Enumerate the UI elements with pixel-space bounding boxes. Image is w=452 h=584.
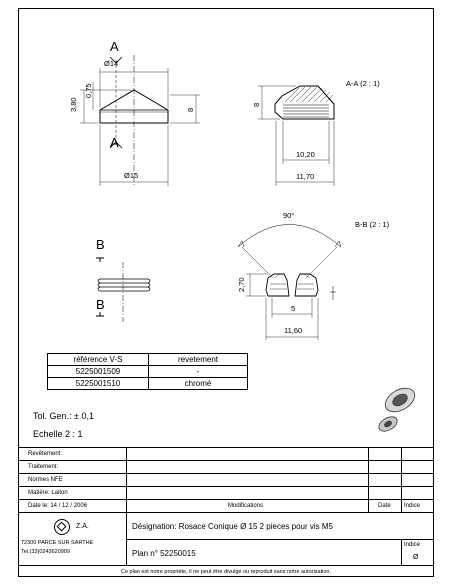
- dim-height-right: 8: [186, 107, 195, 112]
- dim-dia-bottom: Ø15: [124, 171, 139, 180]
- company-logo: [54, 519, 70, 535]
- company-phone: Tel.(33)0243620909: [21, 549, 70, 555]
- header-reference: référence V-S: [48, 354, 149, 366]
- reference-table-header: [48, 354, 248, 366]
- dim-bb-height: 2,70: [237, 277, 246, 292]
- plan-number: Plan n° 52250015: [132, 549, 196, 558]
- dim-dia-top: Ø14: [104, 59, 119, 68]
- row-matiere: [18, 486, 434, 499]
- company-address: 72300 PARCE SUR SARTHE: [21, 540, 94, 546]
- dim-height-total: 3,80: [69, 97, 78, 112]
- section-marker-a-top: A: [110, 39, 119, 54]
- section-aa-title: A-A (2 : 1): [346, 79, 380, 88]
- table-row: [48, 366, 248, 378]
- dim-aa-outer: 11,70: [296, 172, 315, 181]
- designation: Désignation: Rosace Conique Ø 15 2 pieces pour vis M5: [132, 522, 333, 531]
- footer-notice: Ce plan est notre propriéte, il ne peut être divulgé ou reproduit sans notre autorisation.: [120, 569, 332, 575]
- table-row: [48, 378, 248, 390]
- label-date: Date le: 14 / 12 / 2006: [28, 503, 88, 509]
- cell-revetement: -: [149, 366, 248, 378]
- scale-label: Echelle 2 : 1: [33, 429, 83, 439]
- section-marker-b-top: B: [96, 237, 105, 252]
- dim-height-cone: 0,75: [84, 83, 93, 98]
- company-name: Z.A.: [76, 523, 89, 530]
- label-revetement: Revêtement:: [28, 451, 63, 457]
- label-date-col: Date: [378, 503, 391, 509]
- part-3d-render: [376, 383, 419, 434]
- label-indice: Indice: [404, 542, 421, 548]
- view-top-geometry: [80, 55, 200, 186]
- dim-bb-inner: 5: [291, 304, 296, 313]
- cell-reference: 5225001509: [48, 366, 149, 378]
- dim-bb-angle: 90°: [283, 211, 295, 220]
- dim-aa-height: 8: [252, 102, 261, 107]
- section-bb-title: B-B (2 : 1): [355, 220, 390, 229]
- label-indice-col: Indice: [404, 503, 421, 509]
- indice-value: Ø: [413, 554, 419, 561]
- dim-bb-outer: 11,60: [284, 326, 303, 335]
- label-normes: Normes NFE: [28, 477, 63, 483]
- row-normes: [18, 473, 434, 486]
- row-date: [18, 499, 434, 512]
- label-matiere: Matière: Laiton: [28, 490, 68, 496]
- label-modifications: Modifications: [228, 503, 264, 509]
- general-tolerance: Tol. Gen.: ± 0,1: [33, 411, 94, 421]
- dim-aa-inner: 10,20: [296, 150, 315, 159]
- header-revetement: revetement: [149, 354, 248, 366]
- label-traitement: Traitement:: [28, 464, 59, 470]
- section-bb-geometry: [238, 225, 341, 341]
- row-revetement: [18, 447, 434, 460]
- cell-revetement: chromé: [149, 378, 248, 390]
- title-block-main: [18, 512, 434, 565]
- row-traitement: [18, 460, 434, 473]
- section-aa-geometry: [258, 86, 334, 186]
- section-marker-b-bottom: B: [96, 297, 105, 312]
- footer-row: [18, 565, 434, 577]
- cell-reference: 5225001510: [48, 378, 149, 390]
- reference-table: [47, 353, 248, 390]
- section-marker-a-bottom: A: [110, 135, 119, 150]
- view-side-geometry: [96, 258, 150, 322]
